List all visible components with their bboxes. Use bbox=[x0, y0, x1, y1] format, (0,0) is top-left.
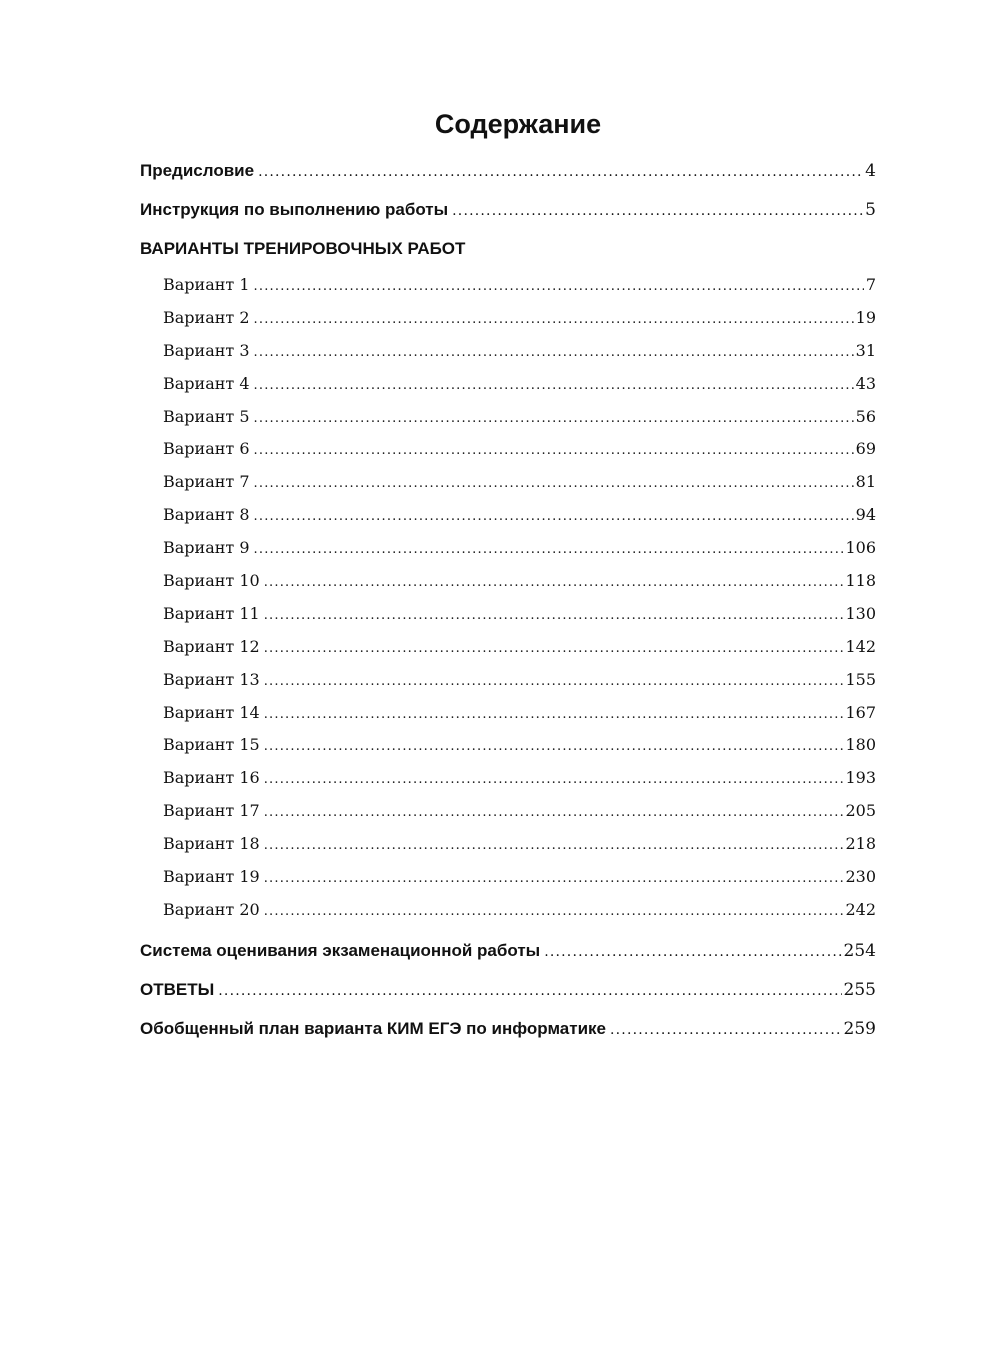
dot-leader bbox=[254, 337, 854, 370]
toc-entry-instructions[interactable] bbox=[140, 190, 876, 229]
variant-label: Вариант 4 bbox=[163, 373, 250, 393]
toc-entry-answers[interactable] bbox=[140, 970, 876, 1009]
variant-label: Вариант 5 bbox=[163, 406, 250, 426]
variant-page: 43 bbox=[855, 373, 876, 393]
dot-leader bbox=[254, 304, 854, 337]
dot-leader bbox=[610, 1011, 842, 1050]
dot-leader bbox=[218, 972, 841, 1011]
dot-leader bbox=[254, 468, 854, 501]
variant-page: 130 bbox=[845, 603, 876, 623]
dot-leader bbox=[264, 896, 844, 929]
dot-leader bbox=[254, 501, 854, 534]
section-heading-variants: ВАРИАНТЫ ТРЕНИРОВОЧНЫХ РАБОТ bbox=[140, 239, 466, 258]
variant-page: 193 bbox=[845, 768, 876, 788]
variant-label: Вариант 1 bbox=[163, 275, 250, 294]
variant-label: Вариант 10 bbox=[163, 571, 260, 591]
variant-label: Вариант 13 bbox=[163, 669, 260, 689]
dot-leader bbox=[264, 699, 844, 732]
variant-label: Вариант 18 bbox=[163, 834, 260, 854]
variant-page: 118 bbox=[845, 571, 876, 591]
toc-entry-generalized-plan[interactable] bbox=[140, 1009, 876, 1048]
variant-label: Вариант 8 bbox=[163, 505, 250, 525]
toc-entry-variant[interactable] bbox=[163, 401, 876, 434]
toc-entry-variant[interactable] bbox=[163, 532, 876, 565]
page-title: Содержание bbox=[434, 109, 602, 139]
dot-leader bbox=[264, 731, 844, 764]
toc-entry-variant[interactable] bbox=[163, 828, 876, 861]
toc-entry-grading-system[interactable] bbox=[140, 931, 876, 970]
toc-entry-variant[interactable] bbox=[163, 499, 876, 532]
variant-page: 31 bbox=[855, 340, 876, 360]
toc-entry-page: 259 bbox=[843, 1018, 876, 1039]
variant-label: Вариант 17 bbox=[163, 801, 260, 821]
toc-entry-label: Инструкция по выполнению работы bbox=[140, 200, 449, 219]
toc-entry-variant[interactable] bbox=[163, 861, 876, 894]
toc-entry-variant[interactable] bbox=[163, 565, 876, 598]
dot-leader bbox=[254, 271, 864, 304]
variant-page: 94 bbox=[855, 505, 876, 525]
variant-page: 242 bbox=[845, 899, 876, 919]
variant-page: 69 bbox=[855, 439, 876, 459]
dot-leader bbox=[264, 600, 844, 633]
variant-label: Вариант 20 bbox=[163, 899, 260, 919]
variant-page: 56 bbox=[855, 406, 876, 426]
variant-page: 218 bbox=[845, 834, 876, 854]
variant-page: 230 bbox=[845, 867, 876, 887]
toc-entry-variant[interactable] bbox=[163, 795, 876, 828]
toc-entry-variant[interactable] bbox=[163, 335, 876, 368]
toc-entry-page: 5 bbox=[865, 200, 876, 220]
toc-entry-page: 254 bbox=[843, 940, 876, 961]
toc-entry-preface[interactable] bbox=[140, 151, 876, 190]
toc-entry-page: 4 bbox=[865, 161, 876, 181]
dot-leader bbox=[254, 534, 844, 567]
variant-label: Вариант 9 bbox=[163, 538, 250, 558]
dot-leader bbox=[452, 192, 863, 231]
variant-label: Вариант 19 bbox=[163, 867, 260, 887]
variant-page: 19 bbox=[855, 307, 876, 327]
variant-page: 205 bbox=[845, 801, 876, 821]
dot-leader bbox=[254, 403, 854, 436]
toc-entry-variant[interactable] bbox=[163, 631, 876, 664]
toc-entry-variant[interactable] bbox=[163, 697, 876, 730]
variant-label: Вариант 3 bbox=[163, 340, 250, 360]
toc-entry-variant[interactable] bbox=[163, 664, 876, 697]
toc-entry-label: Обобщенный план варианта КИМ ЕГЭ по информатике bbox=[140, 1018, 606, 1038]
toc-entry-label: Предисловие bbox=[140, 161, 255, 180]
toc-entry-variant[interactable] bbox=[163, 729, 876, 762]
toc-entry-label: ОТВЕТЫ bbox=[140, 979, 215, 999]
toc-entry-label: Система оценивания экзаменационной работы bbox=[140, 940, 541, 960]
variant-page: 142 bbox=[845, 636, 876, 656]
variant-label: Вариант 6 bbox=[163, 439, 250, 459]
toc-entry-variant[interactable] bbox=[163, 302, 876, 335]
toc-entry-variant[interactable] bbox=[163, 269, 876, 302]
toc-entry-variant[interactable] bbox=[163, 466, 876, 499]
dot-leader bbox=[544, 933, 841, 972]
toc-entry-page: 255 bbox=[843, 979, 876, 1000]
dot-leader bbox=[264, 567, 844, 600]
toc-entry-variant[interactable] bbox=[163, 368, 876, 401]
toc-entry-variant[interactable] bbox=[163, 598, 876, 631]
dot-leader bbox=[264, 830, 844, 863]
dot-leader bbox=[264, 633, 844, 666]
variant-label: Вариант 16 bbox=[163, 768, 260, 788]
variant-page: 81 bbox=[855, 472, 876, 492]
variant-page: 155 bbox=[845, 669, 876, 689]
dot-leader bbox=[258, 153, 863, 192]
variant-label: Вариант 11 bbox=[163, 603, 260, 623]
dot-leader bbox=[254, 435, 854, 468]
variant-page: 180 bbox=[845, 735, 876, 755]
variant-label: Вариант 2 bbox=[163, 307, 250, 327]
variant-label: Вариант 12 bbox=[163, 636, 260, 656]
dot-leader bbox=[264, 863, 844, 896]
toc-entry-variant[interactable] bbox=[163, 894, 876, 927]
toc-entry-variant[interactable] bbox=[163, 762, 876, 795]
variant-page: 7 bbox=[865, 275, 876, 294]
toc-entry-variant[interactable] bbox=[163, 433, 876, 466]
variant-label: Вариант 14 bbox=[163, 702, 260, 722]
dot-leader bbox=[264, 666, 844, 699]
variant-label: Вариант 15 bbox=[163, 735, 260, 755]
variant-page: 167 bbox=[845, 702, 876, 722]
variant-label: Вариант 7 bbox=[163, 472, 250, 492]
variant-list bbox=[163, 269, 876, 927]
table-of-contents bbox=[140, 100, 876, 1048]
dot-leader bbox=[264, 764, 844, 797]
dot-leader bbox=[264, 797, 844, 830]
variant-page: 106 bbox=[845, 538, 876, 558]
dot-leader bbox=[254, 370, 854, 403]
